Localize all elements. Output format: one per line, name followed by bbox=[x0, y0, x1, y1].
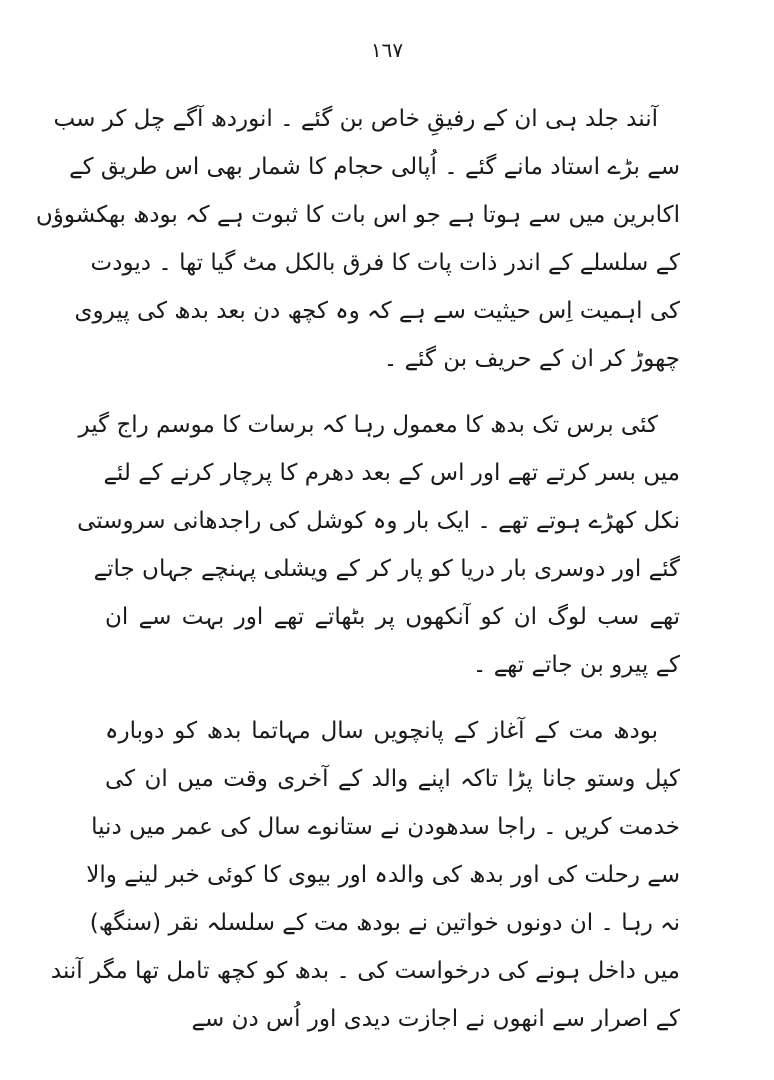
text-line: سے رحلت کی اور بدھ کی والدہ اور بیوی کا کوئی خبر لینے والا bbox=[86, 862, 680, 888]
text-line: میں داخل ہونے کی درخواست کی ۔ بدھ کو کچھ تامل تھا مگر آنند bbox=[50, 958, 680, 984]
page-number: ١٦٧ bbox=[370, 38, 404, 62]
text-line: نہ رہا ۔ ان دونوں خواتین نے بودھ مت کے سلسلہ نقر (سنگھ) bbox=[89, 910, 680, 936]
text-line: تھے سب لوگ ان کو آنکھوں پر بٹھاتے تھے اور بہت سے ان bbox=[105, 604, 680, 630]
text-line: کی اہمیت اِس حیثیت سے ہے کہ وہ کچھ دن بعد بدھ کی پیروی bbox=[74, 298, 680, 324]
text-line: کپل وستو جانا پڑا تاکہ اپنے والد کے آخری وقت میں ان کی bbox=[105, 766, 680, 792]
text-line: چھوڑ کر ان کے حریف بن گئے ۔ bbox=[383, 346, 680, 372]
text-line: سے بڑے استاد مانے گئے ۔ اُپالی حجام کا شمار بھی اس طریق کے bbox=[69, 154, 680, 180]
text-line: خدمت کریں ۔ راجا سدھودن نے ستانوے سال کی عمر میں دنیا bbox=[91, 814, 680, 840]
text-line: کے پیرو بن جاتے تھے ۔ bbox=[472, 652, 680, 678]
paragraph-gap bbox=[105, 383, 680, 401]
text-line: کے اصرار سے انھوں نے اجازت دیدی اور اُس دن سے bbox=[191, 1006, 680, 1032]
text-line: آنند جلد ہی ان کے رفیقِ خاص بن گئے ۔ انوردھ آگے چل کر سب bbox=[53, 106, 658, 132]
paragraph-gap bbox=[105, 689, 680, 707]
text-line: کئی برس تک بدھ کا معمول رہا کہ برسات کا موسم راج گیر bbox=[78, 412, 658, 438]
paragraph bbox=[77, 401, 680, 689]
text-line: نکل کھڑے ہوتے تھے ۔ ایک بار وہ کوشل کی راجدھانی سروستی bbox=[77, 508, 680, 534]
paragraph bbox=[35, 95, 680, 383]
text-line: بودھ مت کے آغاز کے پانچویں سال مہاتما بدھ کو دوبارہ bbox=[105, 718, 658, 744]
text-line: میں بسر کرتے تھے اور اس کے بعد دھرم کا پرچار کرنے کے لئے bbox=[103, 460, 680, 486]
paragraph bbox=[50, 707, 680, 1043]
text-line: گئے اور دوسری بار دریا کو پار کر کے ویشلی پہنچے جہاں جاتے bbox=[93, 556, 680, 582]
text-line: کے سلسلے کے اندر ذات پات کا فرق بالکل مٹ گیا تھا ۔ دیودت bbox=[90, 250, 680, 276]
body-text bbox=[35, 95, 680, 1043]
text-line: اکابرین میں سے ہوتا ہے جو اس بات کا ثبوت ہے کہ بودھ بھکشوؤں bbox=[35, 202, 680, 228]
